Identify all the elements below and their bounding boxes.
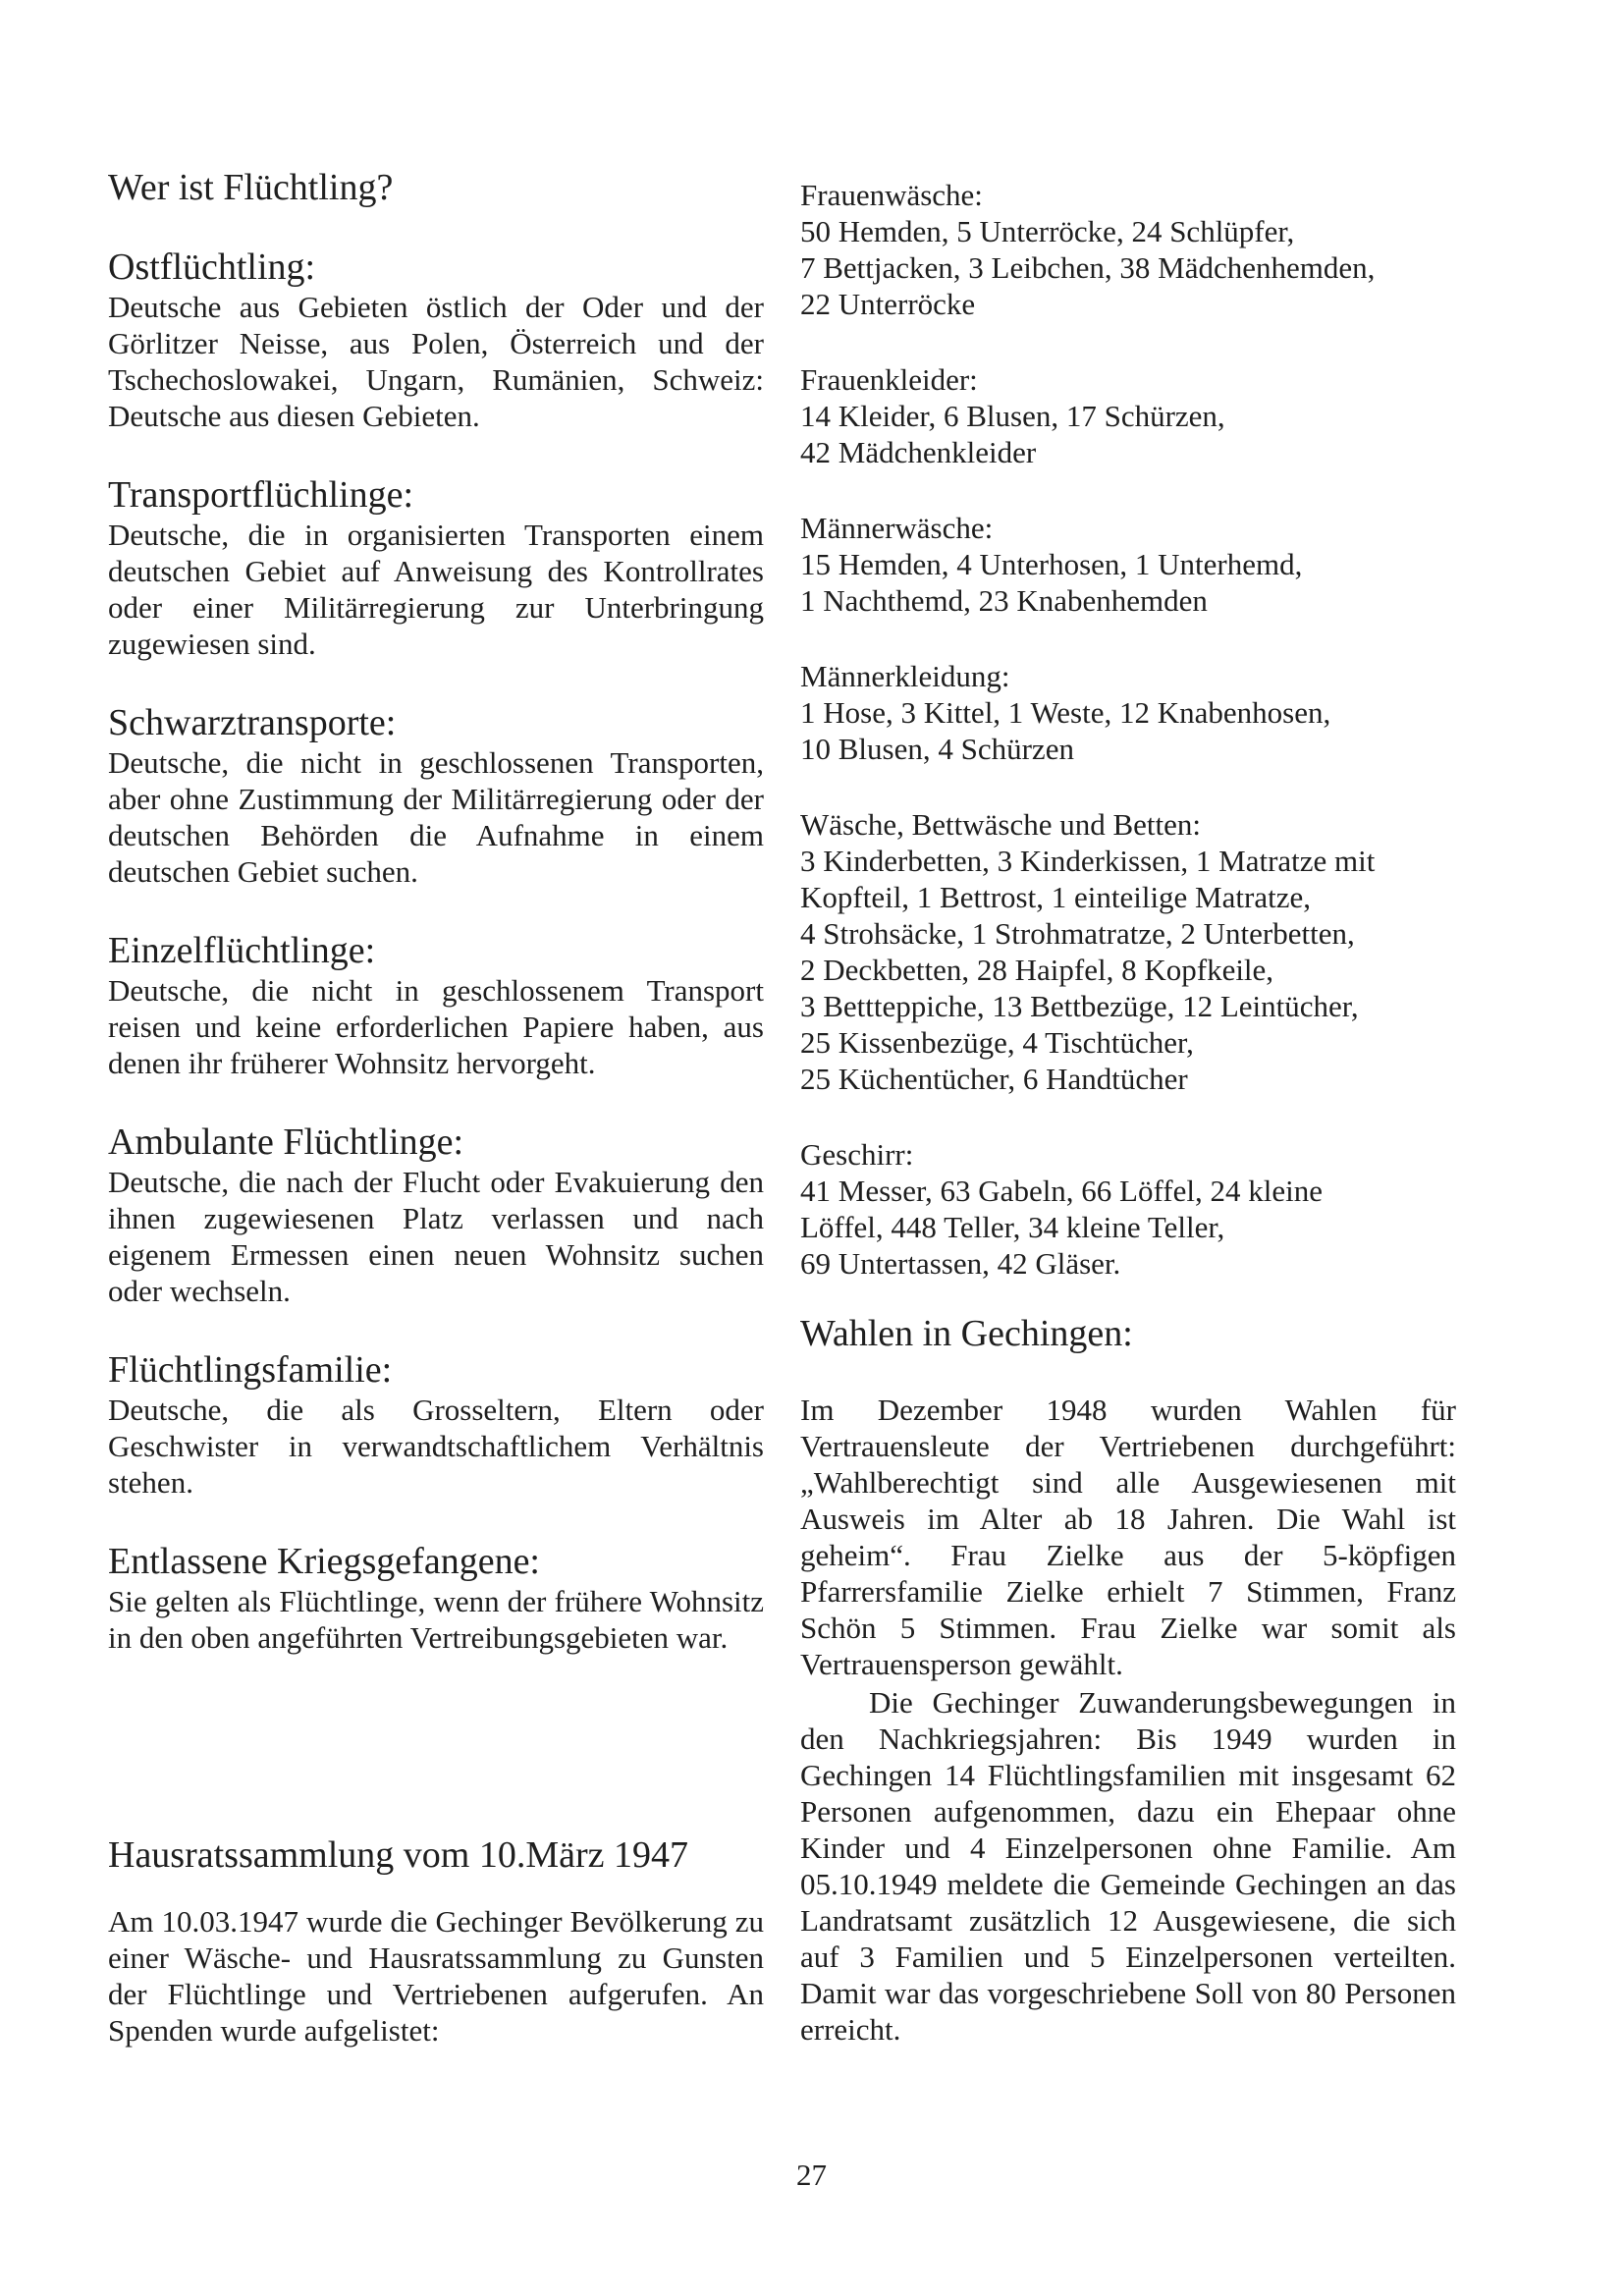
donation-list-items: 1 Hose, 3 Kittel, 1 Weste, 12 Knabenhosen, 10 Blusen, 4 Schürzen — [800, 695, 1331, 766]
definition-text: Deutsche, die in organisierten Transporten einem deutschen Gebiet auf Anweisung des Kontrollrates oder einer Militärregierung zur Unterbringung zugewiesen sind. — [108, 518, 764, 661]
collection-text: Am 10.03.1947 wurde die Gechinger Bevölkerung zu einer Wäsche- und Hausratssammlung zu Gunsten der Flüchtlinge und Vertriebenen aufgerufen. An Spenden wurde aufgelistet: — [108, 1904, 764, 2048]
donation-list-geschirr — [800, 1136, 1456, 1282]
elections-section — [800, 1311, 1456, 2048]
definition-transportfluechlinge — [108, 473, 764, 662]
donation-list-items: 41 Messer, 63 Gabeln, 66 Löffel, 24 kleine Löffel, 448 Teller, 34 kleine Teller, 69 Untertassen, 42 Gläser. — [800, 1174, 1323, 1281]
donation-list-items: 14 Kleider, 6 Blusen, 17 Schürzen, 42 Mädchenkleider — [800, 399, 1225, 469]
definition-term: Flüchtlingsfamilie: — [108, 1349, 393, 1391]
definition-text: Deutsche, die nach der Flucht oder Evakuierung den ihnen zugewiesenen Platz verlassen und nach eigenem Ermessen einen neuen Wohnsitz suchen oder wechseln. — [108, 1165, 764, 1308]
collection-title: Hausratssammlung vom 10.März 1947 — [108, 1834, 689, 1876]
donation-list-heading: Wäsche, Bettwäsche und Betten: — [800, 807, 1202, 842]
donation-list-maennerkleidung — [800, 658, 1456, 767]
donation-list-frauenwaesche — [800, 177, 1456, 322]
definition-ambulante-fluechtlinge — [108, 1121, 764, 1309]
definition-text: Deutsche aus Gebieten östlich der Oder und der Görlitzer Neisse, aus Polen, Österreich und der Tschechoslowakei, Ungarn, Rumänien, Schweiz: Deutsche aus diesen Gebieten. — [108, 290, 764, 433]
left-column — [108, 165, 764, 2049]
immigration-paragraph: Die Gechinger Zuwanderungsbewegungen in den Nachkriegsjahren: Bis 1949 wurden in Gechingen 14 Flüchtlingsfamilien mit insgesamt 62 Personen aufgenommen, dazu ein Ehepaar ohne Kinder und 4 Einzelpersonen ohne Familie. Am 05.10.1949 meldete die Gemeinde Gechingen an das Landratsamt zusätzlich 12 Ausgewiesene, die sich auf 3 Familien und 5 Einzelpersonen verteilten. Damit war das vorgeschriebene Soll von 80 Personen erreicht. — [800, 1685, 1456, 2047]
donation-list-heading: Männerkleidung: — [800, 659, 1010, 693]
definition-term: Transportflüchlinge: — [108, 474, 414, 516]
definition-term: Ambulante Flüchtlinge: — [108, 1121, 464, 1163]
donation-list-items: 50 Hemden, 5 Unterröcke, 24 Schlüpfer, 7 Bettjacken, 3 Leibchen, 38 Mädchenhemden, 22 Unterröcke — [800, 214, 1376, 321]
definition-term: Ostflüchtling: — [108, 246, 316, 288]
page-title: Wer ist Flüchtling? — [108, 167, 394, 208]
right-column — [800, 177, 1456, 2048]
definition-text: Deutsche, die nicht in geschlossenen Transporten, aber ohne Zustimmung der Militärregierung oder der deutschen Behörden die Aufnahme in einem deutschen Gebiet suchen. — [108, 745, 764, 889]
definition-einzelfluechtlinge — [108, 929, 764, 1081]
definition-ostfluechtling — [108, 246, 764, 434]
collection-section — [108, 1832, 764, 2049]
donation-list-heading: Frauenkleider: — [800, 362, 978, 397]
donation-list-heading: Frauenwäsche: — [800, 178, 983, 212]
donation-list-frauenkleider — [800, 361, 1456, 470]
page-number: 27 — [796, 2158, 827, 2192]
definition-text: Deutsche, die als Grosseltern, Eltern oder Geschwister in verwandtschaftlichem Verhältnis stehen. — [108, 1393, 764, 1500]
donation-list-items: 3 Kinderbetten, 3 Kinderkissen, 1 Matratze mit Kopfteil, 1 Bettrost, 1 einteilige Matratze, 4 Strohsäcke, 1 Strohmatratze, 2 Unterbetten, 2 Deckbetten, 28 Haipfel, 8 Kopfkeile, 3 Bettteppiche, 13 Bettbezüge, 12 Leintücher, 25 Kissenbezüge, 4 Tischtücher, 25 Küchentücher, 6 Handtücher — [800, 844, 1376, 1096]
elections-paragraph: Im Dezember 1948 wurden Wahlen für Vertrauensleute der Vertriebenen durchgeführt: „Wahlberechtigt sind alle Ausgewiesenen mit Ausweis im Alter ab 18 Jahren. Die Wahl ist geheim“. Frau Zielke aus der 5-köpfigen Pfarrersfamilie Zielke erhielt 7 Stimmen, Franz Schön 5 Stimmen. Frau Zielke war somit als Vertrauensperson gewählt. — [800, 1393, 1456, 1681]
definition-entlassene-kriegsgefangene — [108, 1540, 764, 1656]
elections-title: Wahlen in Gechingen: — [800, 1313, 1133, 1354]
definition-term: Entlassene Kriegsgefangene: — [108, 1541, 540, 1582]
donation-list-heading: Geschirr: — [800, 1137, 914, 1172]
definition-text: Deutsche, die nicht in geschlossenem Transport reisen und keine erforderlichen Papiere haben, aus denen ihr früherer Wohnsitz hervorgeht. — [108, 973, 764, 1080]
definition-term: Einzelflüchtlinge: — [108, 930, 376, 971]
donation-list-waesche-betten — [800, 806, 1456, 1097]
donation-list-items: 15 Hemden, 4 Unterhosen, 1 Unterhemd, 1 Nachthemd, 23 Knabenhemden — [800, 547, 1303, 618]
definition-fluechtlingsfamilie — [108, 1348, 764, 1501]
donation-list-maennerwaesche — [800, 510, 1456, 619]
donation-list-heading: Männerwäsche: — [800, 511, 994, 545]
definition-term: Schwarztransporte: — [108, 702, 397, 743]
definition-text: Sie gelten als Flüchtlinge, wenn der frühere Wohnsitz in den oben angeführten Vertreibungsgebieten war. — [108, 1584, 764, 1655]
definition-schwarztransporte — [108, 701, 764, 890]
